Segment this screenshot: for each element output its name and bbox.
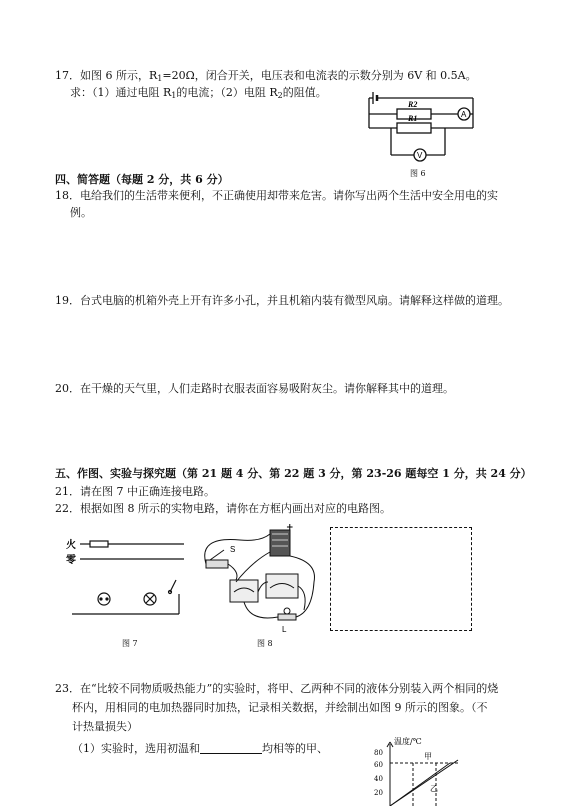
voltmeter-label: V bbox=[417, 151, 423, 160]
section4-heading: 四、简答题（每题 2 分，共 6 分） bbox=[55, 173, 229, 186]
r1-label: R1 bbox=[408, 114, 418, 123]
q18-line2: 例。 bbox=[70, 206, 92, 219]
lamp-label: L bbox=[282, 625, 287, 634]
q21-text: 21．请在图 7 中正确连接电路。 bbox=[55, 485, 215, 498]
fig9-series-yi: 乙 bbox=[430, 784, 438, 793]
q17-line2: 求：（1）通过电阻 $R_1$的电流；（2）电阻 $R_2$的阻值。 bbox=[70, 86, 327, 100]
ammeter-label: A bbox=[461, 110, 467, 119]
answer-blank bbox=[200, 742, 262, 754]
figure7-household-circuit bbox=[62, 532, 187, 624]
fig9-series-jia: 甲 bbox=[424, 752, 432, 761]
q23-line2: 杯内，用相同的电加热器同时加热，记录相关数据，并绘制出如图 9 所示的图象。（不 bbox=[72, 701, 488, 714]
figure9-graph bbox=[358, 734, 468, 806]
fig9-ytick-60: 60 bbox=[374, 761, 383, 769]
q20-text: 20．在干燥的天气里，人们走路时衣服表面容易吸附灰尘。请你解释其中的道理。 bbox=[55, 382, 454, 395]
section5-heading: 五、作图、实验与探究题（第 21 题 4 分、第 22 题 3 分，第 23-26 题每空 1 分，共 24 分） bbox=[55, 467, 532, 480]
q23-line1: 23．在“比较不同物质吸热能力”的实验时，将甲、乙两种不同的液体分别装入两个相同的烧 bbox=[55, 682, 499, 695]
switch-label: S bbox=[230, 545, 236, 554]
figure6-circuit bbox=[365, 84, 477, 168]
figure7-caption: 图 7 bbox=[122, 639, 138, 648]
q18-line1: 18．电给我们的生活带来便利，不正确使用却带来危害。请你写出两个生活中安全用电的实 bbox=[55, 189, 498, 202]
battery-plus-label: + bbox=[286, 523, 294, 533]
q19-text: 19．台式电脑的机箱外壳上开有许多小孔，并且机箱内装有微型风扇。请解释这样做的道理。 bbox=[55, 294, 509, 307]
live-wire-label: 火 bbox=[66, 540, 76, 551]
q23-part1: （1）实验时，选用初温和 均相等的甲、 bbox=[72, 742, 328, 755]
fig9-ylabel: 温度/℃ bbox=[394, 737, 422, 746]
answer-box bbox=[330, 527, 472, 631]
q22-text: 22．根据如图 8 所示的实物电路，请你在方框内画出对应的电路图。 bbox=[55, 502, 391, 515]
q23-line3: 计热量损失） bbox=[72, 720, 138, 733]
fig9-ytick-40: 40 bbox=[374, 775, 383, 783]
neutral-wire-label: 零 bbox=[66, 555, 76, 566]
figure6-caption: 图 6 bbox=[410, 169, 426, 178]
fig9-ytick-80: 80 bbox=[374, 749, 383, 757]
figure8-physical-circuit bbox=[200, 522, 322, 634]
q17-line1: 17．如图 6 所示，$R_1=20\Omega$，闭合开关，电压表和电流表的示数分别为 6V 和 0.5A。 bbox=[55, 69, 477, 83]
r2-label: R2 bbox=[408, 100, 418, 109]
fig9-ytick-20: 20 bbox=[374, 789, 383, 797]
figure8-caption: 图 8 bbox=[257, 639, 273, 648]
